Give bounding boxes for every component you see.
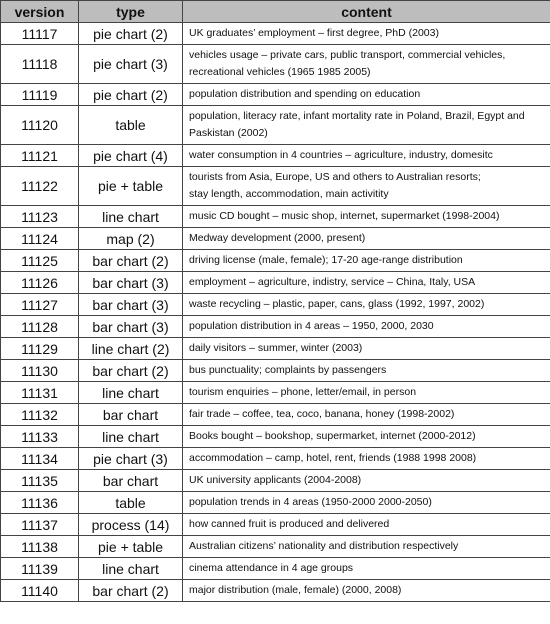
table-row (1, 145, 550, 167)
table-row (1, 426, 550, 448)
content-cell (183, 580, 550, 602)
header-row (1, 1, 550, 23)
table-row (1, 84, 550, 106)
content-cell (183, 360, 550, 382)
content-line: tourists from Asia, Europe, US and others to Australian resorts; (189, 171, 481, 183)
type-cell: process (14) (79, 514, 183, 536)
content-line: population distribution in 4 areas – 1950, 2000, 2030 (189, 320, 434, 332)
content-line: Australian citizens’ nationality and distribution respectively (189, 540, 459, 552)
content-line: population trends in 4 areas (1950-2000 2000-2050) (189, 496, 432, 508)
content-line: how canned fruit is produced and delivered (189, 518, 390, 530)
table-row (1, 316, 550, 338)
content-line: fair trade – coffee, tea, coco, banana, honey (1998-2002) (189, 408, 455, 420)
type-cell: line chart (2) (79, 338, 183, 360)
content-cell (183, 316, 550, 338)
header-type: type (79, 1, 183, 23)
table-row (1, 514, 550, 536)
content-cell (183, 492, 550, 514)
header-version: version (1, 1, 79, 23)
content-line: Paskistan (2002) (189, 127, 268, 139)
type-cell: bar chart (3) (79, 294, 183, 316)
content-line: bus punctuality; complaints by passengers (189, 364, 387, 376)
version-cell: 11139 (1, 558, 79, 580)
type-cell: line chart (79, 206, 183, 228)
table-row (1, 492, 550, 514)
type-cell: bar chart (2) (79, 250, 183, 272)
version-cell: 11121 (1, 145, 79, 167)
content-cell (183, 84, 550, 106)
content-line: daily visitors – summer, winter (2003) (189, 342, 363, 354)
content-line: population, literacy rate, infant mortality rate in Poland, Brazil, Egypt and (189, 110, 525, 122)
version-cell: 11123 (1, 206, 79, 228)
table-row (1, 228, 550, 250)
content-line: water consumption in 4 countries – agriculture, industry, domesitc (189, 149, 493, 161)
content-line: stay length, accommodation, main activitity (189, 188, 389, 200)
content-cell (183, 338, 550, 360)
content-cell (183, 23, 550, 45)
table-row (1, 45, 550, 84)
content-cell (183, 45, 550, 84)
table-row (1, 206, 550, 228)
type-cell: bar chart (2) (79, 360, 183, 382)
content-line: accommodation – camp, hotel, rent, friends (1988 1998 2008) (189, 452, 477, 464)
table-row (1, 536, 550, 558)
version-cell: 11127 (1, 294, 79, 316)
version-cell: 11132 (1, 404, 79, 426)
content-line: vehicles usage – private cars, public transport, commercial vehicles, (189, 49, 506, 61)
table-row (1, 272, 550, 294)
version-cell: 11130 (1, 360, 79, 382)
table-row (1, 580, 550, 602)
version-cell: 11131 (1, 382, 79, 404)
type-cell: bar chart (79, 470, 183, 492)
content-cell (183, 558, 550, 580)
content-cell (183, 448, 550, 470)
type-cell: bar chart (79, 404, 183, 426)
content-cell (183, 106, 550, 145)
version-cell: 11125 (1, 250, 79, 272)
content-cell (183, 404, 550, 426)
content-line: waste recycling – plastic, paper, cans, glass (1992, 1997, 2002) (189, 298, 485, 310)
type-cell: line chart (79, 426, 183, 448)
content-cell (183, 167, 550, 206)
content-cell (183, 382, 550, 404)
table-row (1, 470, 550, 492)
type-cell: table (79, 106, 183, 145)
content-cell (183, 228, 550, 250)
content-cell (183, 536, 550, 558)
table-body (1, 23, 550, 602)
type-cell: pie + table (79, 167, 183, 206)
table-row (1, 294, 550, 316)
table-row (1, 106, 550, 145)
version-cell: 11117 (1, 23, 79, 45)
version-cell: 11119 (1, 84, 79, 106)
table-row (1, 250, 550, 272)
content-line: UK university applicants (2004-2008) (189, 474, 362, 486)
version-cell: 11124 (1, 228, 79, 250)
version-cell: 11118 (1, 45, 79, 84)
table-header (1, 1, 550, 23)
content-cell (183, 145, 550, 167)
version-cell: 11133 (1, 426, 79, 448)
type-cell: pie chart (3) (79, 448, 183, 470)
version-cell: 11122 (1, 167, 79, 206)
version-cell: 11129 (1, 338, 79, 360)
content-line: Books bought – bookshop, supermarket, internet (2000-2012) (189, 430, 476, 442)
content-cell (183, 206, 550, 228)
version-cell: 11135 (1, 470, 79, 492)
version-cell: 11134 (1, 448, 79, 470)
content-cell (183, 470, 550, 492)
content-line: population distribution and spending on education (189, 88, 421, 100)
type-cell: pie + table (79, 536, 183, 558)
content-line: recreational vehicles (1965 1985 2005) (189, 66, 371, 78)
table-row (1, 338, 550, 360)
type-cell: bar chart (3) (79, 316, 183, 338)
content-cell (183, 294, 550, 316)
type-cell: line chart (79, 558, 183, 580)
content-line: UK graduates’ employment – first degree, PhD (2003) (189, 27, 439, 39)
type-cell: line chart (79, 382, 183, 404)
type-cell: pie chart (3) (79, 45, 183, 84)
type-cell: table (79, 492, 183, 514)
content-line: cinema attendance in 4 age groups (189, 562, 354, 574)
table-row (1, 404, 550, 426)
type-cell: bar chart (2) (79, 580, 183, 602)
type-cell: pie chart (2) (79, 23, 183, 45)
content-line: music CD bought – music shop, internet, supermarket (1998-2004) (189, 210, 500, 222)
content-line: tourism enquiries – phone, letter/email, in person (189, 386, 417, 398)
content-cell (183, 426, 550, 448)
content-cell (183, 514, 550, 536)
table-row (1, 360, 550, 382)
table-row (1, 558, 550, 580)
version-cell: 11136 (1, 492, 79, 514)
version-cell: 11120 (1, 106, 79, 145)
table-row (1, 448, 550, 470)
table-row (1, 23, 550, 45)
type-cell: map (2) (79, 228, 183, 250)
version-cell: 11128 (1, 316, 79, 338)
type-cell: bar chart (3) (79, 272, 183, 294)
version-cell: 11138 (1, 536, 79, 558)
content-cell (183, 272, 550, 294)
version-cell: 11140 (1, 580, 79, 602)
content-line: employment – agriculture, indistry, service – China, Italy, USA (189, 276, 476, 288)
content-line: Medway development (2000, present) (189, 232, 366, 244)
content-cell (183, 250, 550, 272)
content-line: major distribution (male, female) (2000, 2008) (189, 584, 402, 596)
version-cell: 11137 (1, 514, 79, 536)
table-row (1, 382, 550, 404)
table-row (1, 167, 550, 206)
version-cell: 11126 (1, 272, 79, 294)
header-content: content (183, 1, 550, 23)
content-line: driving license (male, female); 17-20 age-range distribution (189, 254, 463, 266)
type-cell: pie chart (4) (79, 145, 183, 167)
type-cell: pie chart (2) (79, 84, 183, 106)
